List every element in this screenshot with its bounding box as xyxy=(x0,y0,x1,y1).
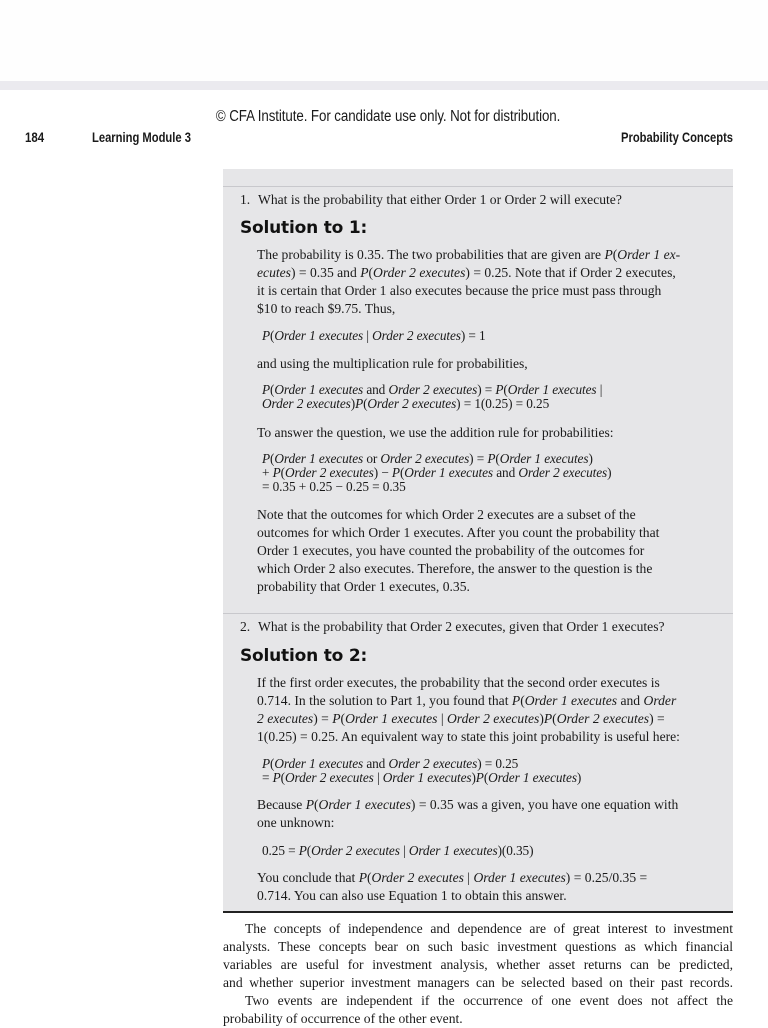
text-line: outcomes for which Order 1 executes. After you count the probability that xyxy=(257,525,660,540)
solution-2-paragraph-1 xyxy=(257,674,722,746)
text-line: 0.714. You can also use Equation 1 to obtain this answer. xyxy=(257,888,567,903)
text-line: Order 1 executes, you have counted the probability of the outcomes for xyxy=(257,543,645,558)
divider xyxy=(223,613,733,614)
text-line: ecutes) = 0.35 and P(Order 2 executes) = 0.25. Note that if Order 2 executes, xyxy=(257,265,676,280)
body-line: Two events are independent if the occurrence of one event does not affect the xyxy=(245,993,733,1008)
body-line: probability of occurrence of the other event. xyxy=(223,1011,463,1026)
question-2 xyxy=(240,618,665,636)
question-text: What is the probability that Order 2 executes, given that Order 1 executes? xyxy=(258,619,665,634)
solution-1-paragraph-2: and using the multiplication rule for probabilities, xyxy=(257,356,528,371)
text-line: $10 to reach $9.75. Thus, xyxy=(257,301,396,316)
equation-multiplication-rule: P(Order 1 executes and Order 2 executes) = P(Order 1 executes | Order 2 executes)P(Order 2 executes) = 1(0.25) = 0.25 xyxy=(262,382,603,411)
copyright-watermark: © CFA Institute. For candidate use only. Not for distribution. xyxy=(215,108,561,125)
question-1 xyxy=(240,191,622,209)
equation-conditional: P(Order 1 executes | Order 2 executes) = 1 xyxy=(262,328,486,343)
text-line: 1(0.25) = 0.25. An equivalent way to state this joint probability is useful here: xyxy=(257,729,680,744)
solution-1-heading: Solution to 1: xyxy=(240,218,368,238)
question-text: What is the probability that either Order 1 or Order 2 will execute? xyxy=(258,192,622,207)
text-line: 2 executes) = P(Order 1 executes | Order 2 executes)P(Order 2 executes) = xyxy=(257,711,665,726)
solution-2-paragraph-2 xyxy=(257,796,722,832)
text-line: which Order 2 also executes. Therefore, the answer to the question is the xyxy=(257,561,653,576)
body-paragraphs xyxy=(223,920,733,1028)
text-line: If the first order executes, the probability that the second order executes is xyxy=(257,675,660,690)
page-separator-band xyxy=(0,81,768,90)
text-line: one unknown: xyxy=(257,815,335,830)
divider xyxy=(223,186,733,187)
body-line: and whether superior investment managers can be selected based on their past records. xyxy=(223,975,733,990)
module-title: Learning Module 3 xyxy=(92,129,191,145)
page-number: 184 xyxy=(25,129,45,145)
solution-1-paragraph-3: To answer the question, we use the addition rule for probabilities: xyxy=(257,425,614,440)
body-line: analysts. These concepts bear on such basic investment questions as which financial xyxy=(223,939,733,954)
text-line: it is certain that Order 1 also executes because the price must pass through xyxy=(257,283,662,298)
text-line: The probability is 0.35. The two probabilities that are given are P(Order 1 ex- xyxy=(257,247,681,262)
text-line: probability that Order 1 executes, 0.35. xyxy=(257,579,470,594)
text-line: 0.714. In the solution to Part 1, you found that P(Order 1 executes and Order xyxy=(257,693,677,708)
solution-1-paragraph-1 xyxy=(257,246,722,318)
text-line: Note that the outcomes for which Order 2 executes are a subset of the xyxy=(257,507,636,522)
equation-one-unknown: 0.25 = P(Order 2 executes | Order 1 executes)(0.35) xyxy=(262,843,534,858)
top-blank-area xyxy=(0,0,768,81)
solution-2-heading: Solution to 2: xyxy=(240,646,368,666)
solution-2-paragraph-3 xyxy=(257,869,722,905)
text-line: You conclude that P(Order 2 executes | Order 1 executes) = 0.25/0.35 = xyxy=(257,870,648,885)
body-line: variables are useful for investment analysis, whether asset returns can be predicted, xyxy=(223,957,733,972)
solution-1-paragraph-4 xyxy=(257,506,722,596)
equation-addition-rule: P(Order 1 executes or Order 2 executes) = P(Order 1 executes) + P(Order 2 executes) − P(Order 1 executes and Order 2 executes) = 0.35 + 0.25 − 0.25 = 0.35 xyxy=(262,451,612,494)
running-header xyxy=(0,129,768,149)
body-line: The concepts of independence and dependence are of great interest to investment xyxy=(245,921,733,936)
example-solution-box xyxy=(223,169,733,913)
equation-joint-probability: P(Order 1 executes and Order 2 executes) = 0.25 = P(Order 2 executes | Order 1 executes)P(Order 1 executes) xyxy=(262,756,582,785)
question-number: 2. xyxy=(240,619,251,634)
text-line: Because P(Order 1 executes) = 0.35 was a given, you have one equation with xyxy=(257,797,679,812)
chapter-title: Probability Concepts xyxy=(620,129,733,145)
question-number: 1. xyxy=(240,192,251,207)
